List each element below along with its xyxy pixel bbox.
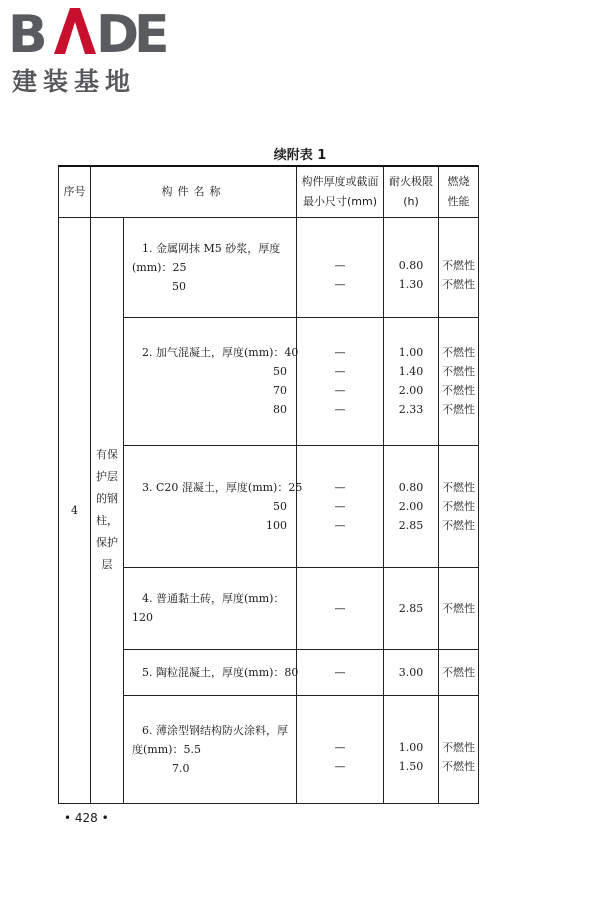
item-thickness: — — — bbox=[297, 445, 384, 567]
category-cell: 有保 护层 的钢 柱， 保护 层 bbox=[91, 217, 124, 803]
header-row bbox=[59, 166, 479, 217]
page-number: • 428 • bbox=[64, 811, 109, 825]
logo-letter-d: D bbox=[96, 5, 140, 58]
table-caption: 续附表 1 bbox=[273, 148, 327, 163]
header-burn: 燃烧 性能 bbox=[439, 166, 479, 217]
item-thickness: — — — — bbox=[297, 317, 384, 445]
item-thickness: — bbox=[297, 649, 384, 695]
logo-letter-e: E bbox=[134, 5, 170, 58]
header-name: 构件名称 bbox=[91, 166, 297, 217]
item-limit: 0.80 2.00 2.85 bbox=[384, 445, 439, 567]
item-thickness: — — bbox=[297, 217, 384, 317]
item-limit: 3.00 bbox=[384, 649, 439, 695]
item-burn: 不燃性 bbox=[439, 567, 479, 649]
item-thickness: — bbox=[297, 567, 384, 649]
item-description: 6. 薄涂型钢结构防火涂料，厚 度(mm)：5.5 7.0 bbox=[124, 695, 297, 803]
item-limit: 1.00 1.40 2.00 2.33 bbox=[384, 317, 439, 445]
bade-logo-mark bbox=[8, 4, 178, 58]
item-limit: 2.85 bbox=[384, 567, 439, 649]
item-burn: 不燃性 不燃性 bbox=[439, 217, 479, 317]
item-burn: 不燃性 不燃性 不燃性 不燃性 bbox=[439, 317, 479, 445]
header-thickness: 构件厚度或截面 最小尺寸(mm) bbox=[297, 166, 384, 217]
row-number: 4 bbox=[59, 217, 91, 803]
item-limit: 0.80 1.30 bbox=[384, 217, 439, 317]
logo-letter-b: B bbox=[8, 5, 48, 58]
item-description: 1. 金属网抹 M5 砂浆，厚度 (mm)：25 50 bbox=[124, 217, 297, 317]
header-limit: 耐火极限 (h) bbox=[384, 166, 439, 217]
item-burn: 不燃性 bbox=[439, 649, 479, 695]
bade-logo bbox=[8, 4, 178, 96]
item-burn: 不燃性 不燃性 bbox=[439, 695, 479, 803]
header-no: 序号 bbox=[59, 166, 91, 217]
logo-letter-a bbox=[54, 8, 96, 54]
item-burn: 不燃性 不燃性 不燃性 bbox=[439, 445, 479, 567]
item-description: 5. 陶粒混凝土，厚度(mm)：80 bbox=[124, 649, 297, 695]
logo-subtitle: 建装基地 bbox=[12, 67, 137, 96]
item-description: 2. 加气混凝土，厚度(mm)：40 50 70 80 bbox=[124, 317, 297, 445]
item-thickness: — — bbox=[297, 695, 384, 803]
item-description: 4. 普通黏土砖，厚度(mm)： 120 bbox=[124, 567, 297, 649]
item-description: 3. C20 混凝土，厚度(mm)：25 50 100 bbox=[124, 445, 297, 567]
fire-resistance-table bbox=[58, 165, 479, 804]
table-row bbox=[59, 217, 479, 317]
item-limit: 1.00 1.50 bbox=[384, 695, 439, 803]
